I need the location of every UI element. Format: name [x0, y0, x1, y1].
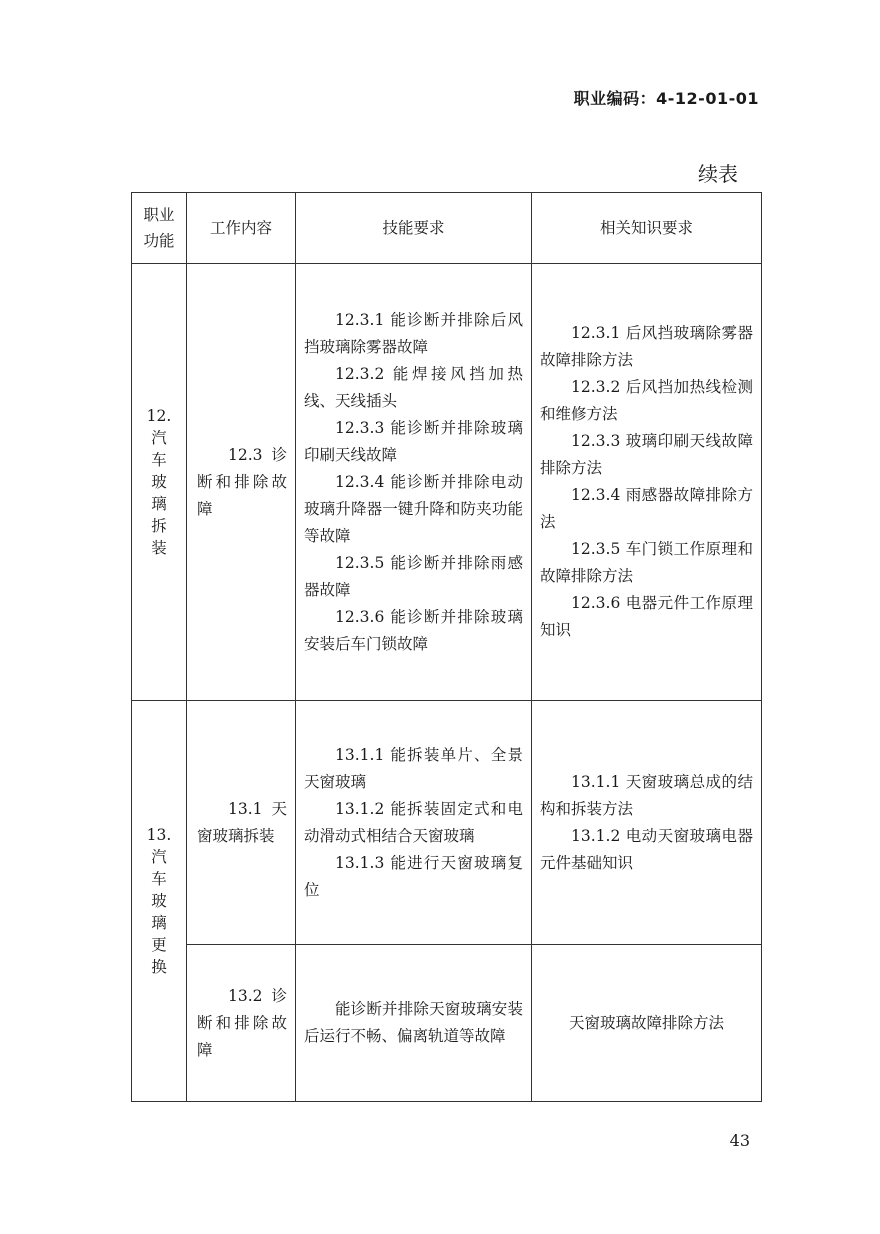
skill-item: 能诊断并排除天窗玻璃安装后运行不畅、偏离轨道等故障 — [304, 1000, 523, 1045]
skills-cell — [296, 264, 532, 701]
function-cell-12 — [132, 264, 187, 701]
table-row — [132, 264, 762, 701]
work-cell — [187, 264, 296, 701]
knowledge-item: 12.3.3 玻璃印刷天线故障排除方法 — [540, 432, 753, 477]
skill-item: 12.3.2 能焊接风挡加热线、天线插头 — [304, 364, 523, 410]
knowledge-item: 天窗玻璃故障排除方法 — [568, 1013, 724, 1032]
knowledge-item: 12.3.6 电器元件工作原理知识 — [540, 594, 753, 639]
skills-cell — [296, 701, 532, 945]
skill-item: 12.3.3 能诊断并排除玻璃印刷天线故障 — [304, 418, 523, 464]
skill-item: 13.1.1 能拆装单片、全景天窗玻璃 — [304, 745, 523, 791]
knowledge-item: 13.1.2 电动天窗玻璃电器元件基础知识 — [540, 826, 753, 872]
table-row — [132, 701, 762, 945]
knowledge-item: 12.3.1 后风挡玻璃除雾器故障排除方法 — [540, 324, 753, 369]
function-number: 12. — [146, 407, 172, 425]
table-row — [132, 945, 762, 1102]
page-number: 43 — [729, 1131, 750, 1150]
skills-table — [131, 192, 762, 1102]
skill-item: 12.3.4 能诊断并排除电动玻璃升降器一键升降和防夹功能等故障 — [304, 472, 523, 545]
knowledge-cell — [532, 701, 762, 945]
skill-item: 12.3.5 能诊断并排除雨感器故障 — [304, 553, 523, 599]
skill-item: 13.1.2 能拆装固定式和电动滑动式相结合天窗玻璃 — [304, 799, 523, 845]
work-content: 13.1 天窗玻璃拆装 — [197, 799, 287, 845]
table-header-row — [132, 193, 762, 264]
knowledge-item: 13.1.1 天窗玻璃总成的结构和拆装方法 — [540, 772, 753, 818]
function-name: 汽车玻璃更换 — [151, 848, 167, 976]
work-cell — [187, 945, 296, 1102]
knowledge-item: 12.3.5 车门锁工作原理和故障排除方法 — [540, 540, 753, 585]
function-number: 13. — [146, 826, 172, 844]
header-knowledge: 相关知识要求 — [532, 193, 762, 264]
work-content: 13.2 诊断和排除故障 — [197, 986, 287, 1059]
skill-item: 12.3.6 能诊断并排除玻璃安装后车门锁故障 — [304, 607, 523, 653]
knowledge-cell — [532, 945, 762, 1102]
skill-item: 12.3.1 能诊断并排除后风挡玻璃除雾器故障 — [304, 310, 523, 356]
work-content: 12.3 诊断和排除故障 — [197, 445, 287, 518]
function-cell-13 — [132, 701, 187, 1102]
function-name: 汽车玻璃拆装 — [151, 429, 167, 557]
header-function: 职业 功能 — [132, 193, 187, 264]
work-cell — [187, 701, 296, 945]
knowledge-item: 12.3.4 雨感器故障排除方法 — [540, 486, 753, 531]
skill-item: 13.1.3 能进行天窗玻璃复位 — [304, 853, 523, 899]
header-skills: 技能要求 — [296, 193, 532, 264]
header-work: 工作内容 — [187, 193, 296, 264]
skills-cell — [296, 945, 532, 1102]
knowledge-item: 12.3.2 后风挡加热线检测和维修方法 — [540, 378, 753, 423]
occupation-code: 职业编码：4-12-01-01 — [573, 89, 759, 108]
continuation-label: 续表 — [698, 162, 738, 186]
knowledge-cell — [532, 264, 762, 701]
